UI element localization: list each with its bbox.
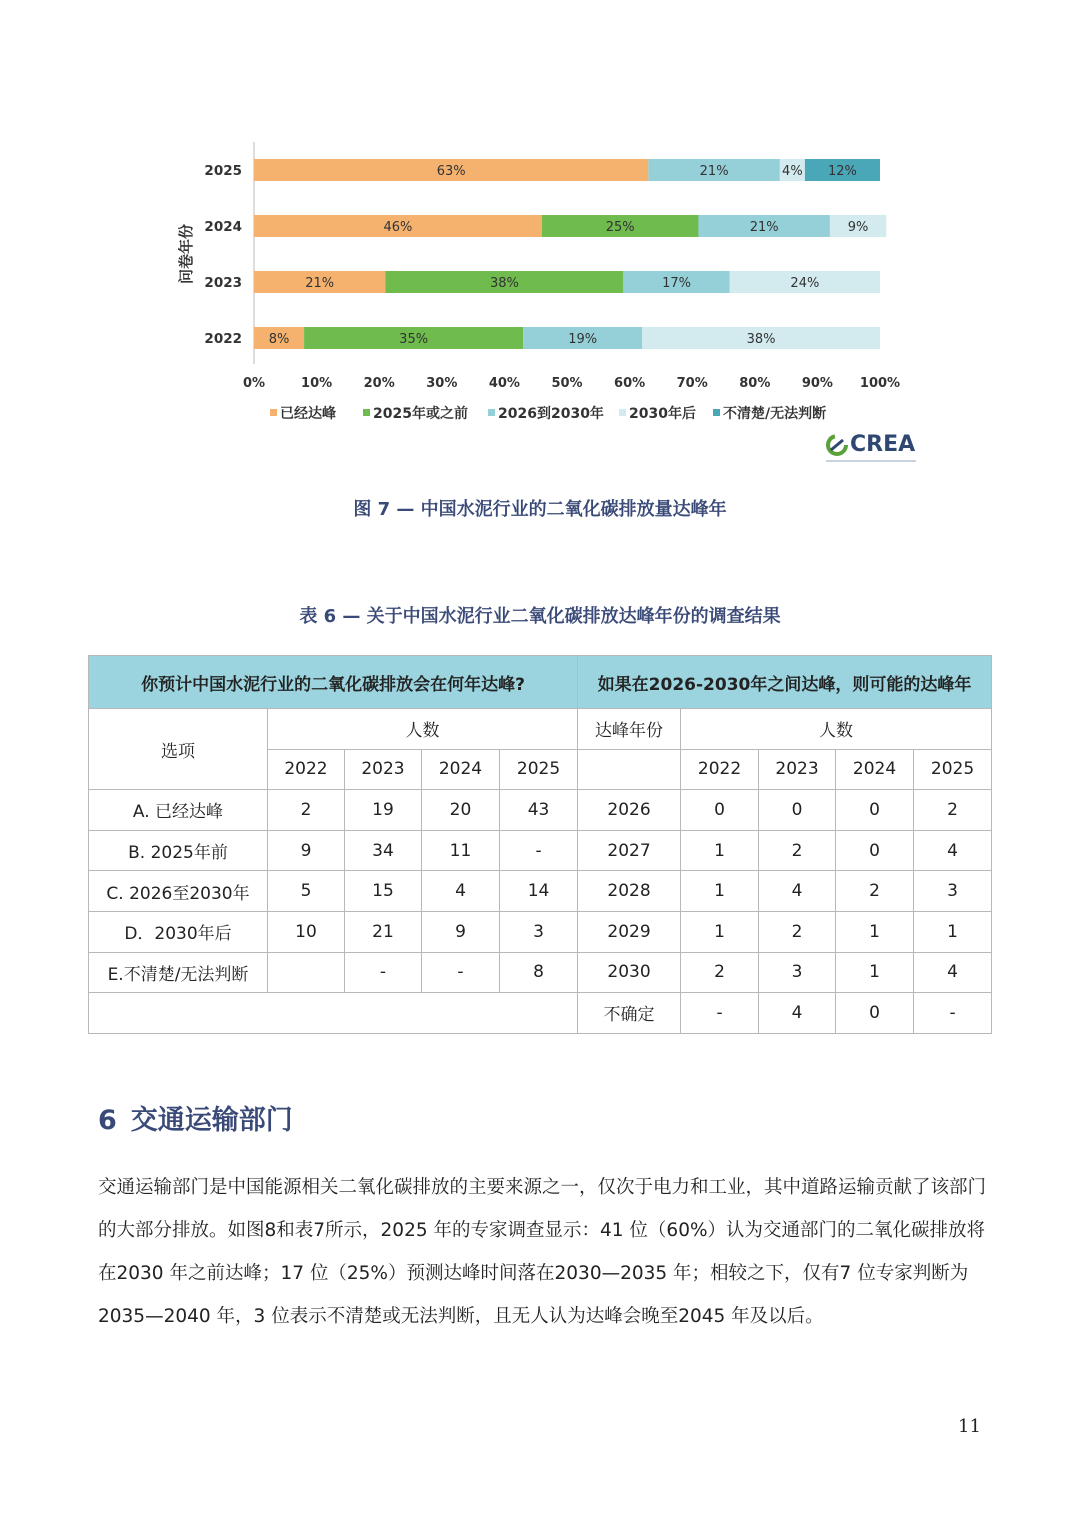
table-header-left: 你预计中国水泥行业的二氧化碳排放会在何年达峰? (89, 656, 578, 709)
peak-year-cell: 2027 (578, 830, 681, 871)
peak-count-cell: 1 (914, 911, 992, 952)
count-label: 人数 (268, 709, 578, 750)
legend-swatch (363, 409, 370, 416)
x-tick-label: 90% (801, 376, 833, 391)
count-cell: 14 (500, 871, 578, 912)
peak-count-cell: 4 (914, 952, 992, 993)
peak-year-cell: 2028 (578, 871, 681, 912)
category-label: 2023 (204, 275, 242, 291)
count-cell: 3 (500, 911, 578, 952)
year-header: 2022 (268, 749, 345, 790)
category-label: 2024 (204, 219, 242, 235)
legend-swatch (619, 409, 626, 416)
empty-cell (578, 749, 681, 790)
section-title: 交通运输部门 (130, 1105, 293, 1136)
data-label: 35% (399, 332, 429, 347)
peak-year-cell: 2026 (578, 790, 681, 831)
category-label: 2025 (204, 163, 242, 179)
peak-count-cell: 0 (836, 830, 914, 871)
legend-swatch (270, 409, 277, 416)
data-label: 25% (605, 220, 635, 235)
peak-count-cell: 2 (836, 871, 914, 912)
year-header-right: 2023 (759, 749, 836, 790)
data-label: 46% (383, 220, 413, 235)
peak-year-cell: 不确定 (578, 993, 681, 1034)
data-label: 17% (662, 276, 692, 291)
survey-results-table (88, 655, 992, 1034)
count-cell: 8 (500, 952, 578, 993)
x-tick-label: 10% (301, 376, 333, 391)
legend-swatch (488, 409, 495, 416)
peak-year-stacked-bar-chart (0, 0, 1080, 480)
count-cell: 20 (422, 790, 500, 831)
count-cell: 10 (268, 911, 345, 952)
page-number: 11 (958, 1416, 981, 1437)
crea-logo-subline (826, 459, 916, 463)
peak-count-cell: 0 (836, 993, 914, 1034)
data-label: 21% (749, 220, 779, 235)
table-row (89, 871, 992, 912)
peak-count-cell: 0 (836, 790, 914, 831)
section-heading (98, 1098, 293, 1137)
legend-swatch (713, 409, 720, 416)
legend-label: 2030年后 (629, 406, 696, 422)
peak-year-cell: 2029 (578, 911, 681, 952)
empty-cell (89, 993, 578, 1034)
data-label: 19% (568, 332, 598, 347)
x-tick-label: 0% (242, 376, 266, 391)
figure-caption: 图 7 — 中国水泥行业的二氧化碳排放量达峰年 (353, 499, 727, 520)
count-cell: 4 (422, 871, 500, 912)
x-tick-label: 70% (676, 376, 708, 391)
count-cell: 43 (500, 790, 578, 831)
crea-logo-text: CREA (850, 432, 916, 457)
table-row (89, 911, 992, 952)
peak-count-cell: 2 (759, 911, 836, 952)
count-cell: 2 (268, 790, 345, 831)
year-header: 2025 (500, 749, 578, 790)
x-tick-label: 30% (426, 376, 458, 391)
data-label: 12% (827, 164, 857, 179)
y-axis-label: 问卷年份 (177, 223, 195, 285)
x-tick-label: 40% (488, 376, 520, 391)
data-label: 38% (746, 332, 776, 347)
crea-leaf-icon (826, 434, 848, 456)
count-cell: 11 (422, 830, 500, 871)
legend-label: 2025年或之前 (373, 406, 468, 422)
count-label-right: 人数 (681, 709, 992, 750)
table-caption: 表 6 — 关于中国水泥行业二氧化碳排放达峰年份的调查结果 (299, 606, 781, 627)
peak-count-cell: 1 (681, 911, 759, 952)
table-row (89, 790, 992, 831)
year-header-right: 2024 (836, 749, 914, 790)
x-tick-label: 50% (551, 376, 583, 391)
count-cell: 9 (422, 911, 500, 952)
year-header-right: 2025 (914, 749, 992, 790)
peak-count-cell: - (681, 993, 759, 1034)
peak-count-cell: 4 (759, 993, 836, 1034)
peak-count-cell: 4 (914, 830, 992, 871)
count-cell: 19 (345, 790, 422, 831)
year-header-right: 2022 (681, 749, 759, 790)
option-cell: C. 2026至2030年 (89, 871, 268, 912)
crea-logo (826, 432, 926, 468)
peak-year-cell: 2030 (578, 952, 681, 993)
data-label: 4% (782, 164, 803, 179)
peak-count-cell: 3 (914, 871, 992, 912)
x-tick-label: 60% (614, 376, 646, 391)
legend-label: 2026到2030年 (498, 406, 604, 422)
year-header: 2024 (422, 749, 500, 790)
category-label: 2022 (204, 331, 242, 347)
option-label: 选项 (89, 709, 268, 790)
data-label: 24% (790, 276, 820, 291)
section-number: 6 (98, 1105, 117, 1136)
legend-label: 不清楚/无法判断 (723, 406, 827, 422)
count-cell: 9 (268, 830, 345, 871)
table-header-right: 如果在2026-2030年之间达峰，则可能的达峰年 (578, 656, 992, 709)
table-row (89, 952, 992, 993)
peak-count-cell: 2 (914, 790, 992, 831)
table-row (89, 993, 992, 1034)
count-cell: 21 (345, 911, 422, 952)
year-header: 2023 (345, 749, 422, 790)
data-label: 21% (305, 276, 335, 291)
peak-count-cell: 0 (681, 790, 759, 831)
count-cell: 15 (345, 871, 422, 912)
peak-count-cell: - (914, 993, 992, 1034)
count-cell: - (345, 952, 422, 993)
peak-count-cell: 1 (681, 830, 759, 871)
peak-count-cell: 1 (836, 911, 914, 952)
data-label: 9% (847, 220, 869, 235)
count-cell (268, 952, 345, 993)
x-tick-label: 100% (859, 376, 901, 391)
option-cell: A. 已经达峰 (89, 790, 268, 831)
peak-year-label: 达峰年份 (578, 709, 681, 750)
data-label: 21% (699, 164, 729, 179)
peak-count-cell: 4 (759, 871, 836, 912)
peak-count-cell: 2 (681, 952, 759, 993)
table-row (89, 830, 992, 871)
count-cell: 34 (345, 830, 422, 871)
peak-count-cell: 3 (759, 952, 836, 993)
peak-count-cell: 1 (836, 952, 914, 993)
option-cell: B. 2025年前 (89, 830, 268, 871)
data-label: 38% (489, 276, 519, 291)
count-cell: 5 (268, 871, 345, 912)
peak-count-cell: 1 (681, 871, 759, 912)
option-cell: D．2030年后 (89, 911, 268, 952)
peak-count-cell: 2 (759, 830, 836, 871)
x-tick-label: 20% (363, 376, 395, 391)
peak-count-cell: 0 (759, 790, 836, 831)
data-label: 8% (268, 332, 290, 347)
x-tick-label: 80% (739, 376, 771, 391)
section-paragraph: 交通运输部门是中国能源相关二氧化碳排放的主要来源之一，仅次于电力和工业，其中道路运输贡献了该部门的大部分排放。如图8和表7所示，2025 年的专家调查显示：41 位（60%）认为交通部门的二氧化碳排放将在2030 年之前达峰；17 位（25%）预测达峰时间落在2030—2035 年；相较之下，仅有7 位专家判断为2035—2040 年，3 位表示不清楚或无法判断，且无人认为达峰会晚至2045 年及以后。 (98, 1177, 987, 1327)
data-label: 63% (436, 164, 466, 179)
count-cell: - (500, 830, 578, 871)
legend-label: 已经达峰 (280, 406, 336, 422)
count-cell: - (422, 952, 500, 993)
option-cell: E.不清楚/无法判断 (89, 952, 268, 993)
